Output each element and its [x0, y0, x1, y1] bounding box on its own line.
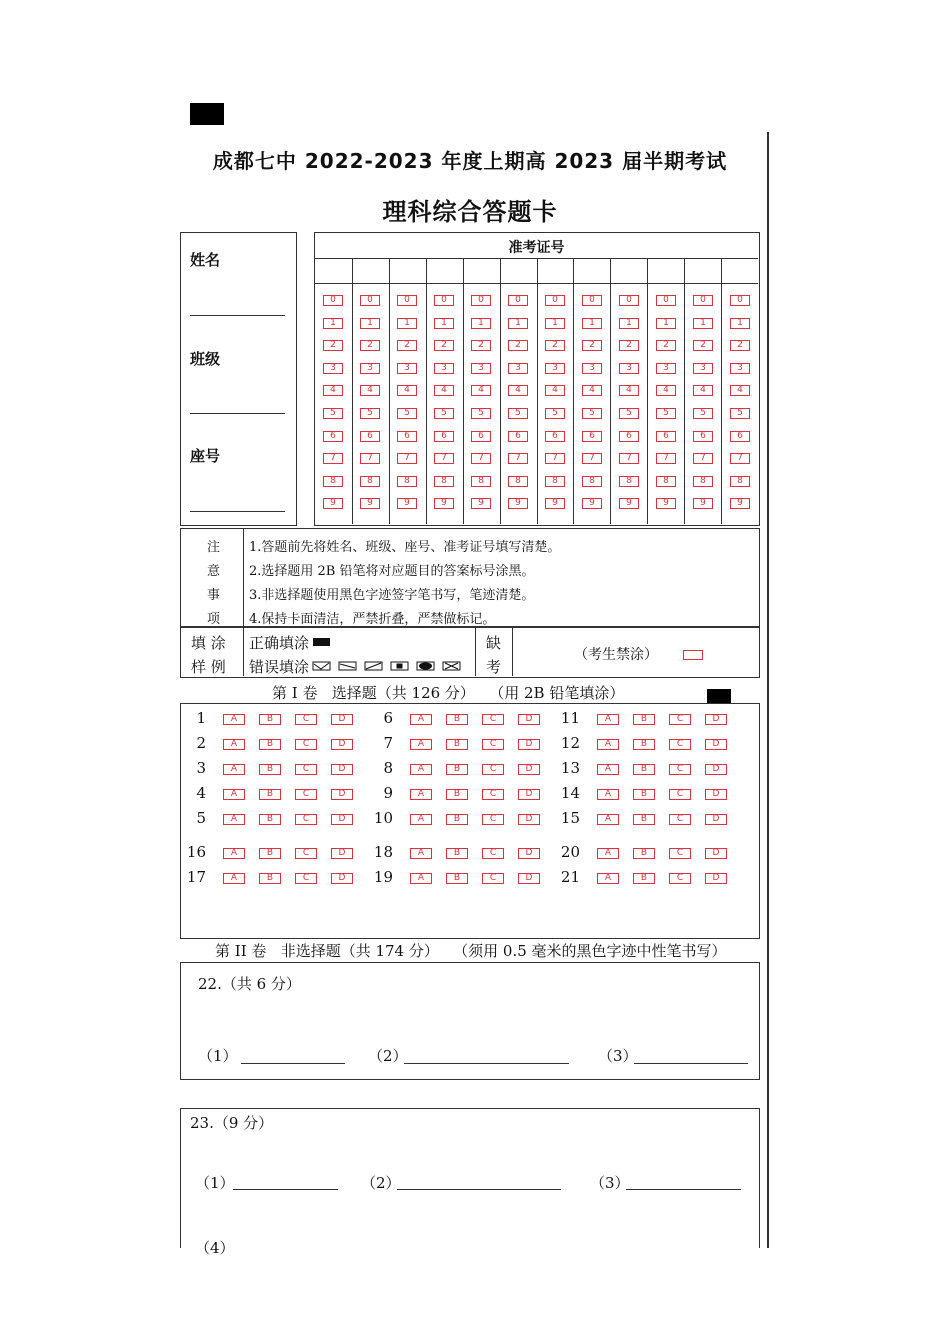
exam-id-digit-bubble[interactable]: 6: [656, 431, 676, 442]
answer-bubble-c[interactable]: C: [482, 764, 504, 775]
exam-id-digit-bubble[interactable]: 2: [619, 340, 639, 351]
notice-item-4: 4.保持卡面清洁，严禁折叠，严禁做标记。: [249, 612, 496, 627]
exam-id-digit-bubble[interactable]: 3: [545, 363, 565, 374]
exam-id-digit-bubble[interactable]: 1: [545, 318, 565, 329]
exam-id-digit-bubble[interactable]: 6: [360, 431, 380, 442]
exam-id-digit-bubble[interactable]: 1: [508, 318, 528, 329]
exam-id-digit-bubble[interactable]: 2: [730, 340, 750, 351]
exam-id-digit-bubble[interactable]: 0: [619, 295, 639, 306]
exam-id-column-divider: [426, 258, 427, 524]
exam-id-digit-bubble[interactable]: 7: [693, 453, 713, 464]
question-number: 12: [560, 734, 580, 752]
exam-id-digit-bubble[interactable]: 9: [471, 498, 491, 509]
answer-bubble-d[interactable]: D: [331, 789, 353, 800]
exam-id-digit-bubble[interactable]: 6: [545, 431, 565, 442]
absent-label-1: 缺: [486, 634, 502, 652]
answer-bubble-c[interactable]: C: [482, 848, 504, 859]
exam-id-digit-bubble[interactable]: 1: [323, 318, 343, 329]
notice-item-1: 1.答题前先将姓名、班级、座号、准考证号填写清楚。: [249, 540, 561, 555]
card-title: 理科综合答题卡: [382, 198, 558, 226]
answer-bubble-d[interactable]: D: [518, 873, 540, 884]
exam-id-digit-bubble[interactable]: 8: [545, 476, 565, 487]
exam-id-digit-bubble[interactable]: 1: [434, 318, 454, 329]
answer-bubble-d[interactable]: D: [331, 848, 353, 859]
exam-id-column-divider: [537, 258, 538, 524]
correct-fill-label: 正确填涂: [249, 634, 310, 652]
exam-id-digit-bubble[interactable]: 1: [656, 318, 676, 329]
answer-bubble-d[interactable]: D: [705, 789, 727, 800]
exam-id-digit-bubble[interactable]: 2: [582, 340, 602, 351]
exam-id-digit-bubble[interactable]: 4: [471, 385, 491, 396]
exam-id-digit-bubble[interactable]: 9: [619, 498, 639, 509]
exam-id-digit-bubble[interactable]: 5: [360, 408, 380, 419]
answer-bubble-b[interactable]: B: [633, 789, 655, 800]
choice-answer-box: [180, 703, 760, 939]
answer-bubble-c[interactable]: C: [669, 873, 691, 884]
answer-bubble-b[interactable]: B: [446, 764, 468, 775]
exam-id-digit-bubble[interactable]: 5: [619, 408, 639, 419]
answer-bubble-b[interactable]: B: [446, 739, 468, 750]
question-number: 4: [196, 784, 206, 802]
answer-bubble-c[interactable]: C: [482, 873, 504, 884]
exam-id-digit-bubble[interactable]: 4: [397, 385, 417, 396]
exam-id-digit-bubble[interactable]: 2: [693, 340, 713, 351]
exam-id-digit-bubble[interactable]: 4: [656, 385, 676, 396]
exam-id-digit-bubble[interactable]: 1: [360, 318, 380, 329]
exam-id-digit-bubble[interactable]: 5: [323, 408, 343, 419]
exam-id-digit-bubble[interactable]: 1: [619, 318, 639, 329]
exam-id-digit-bubble[interactable]: 2: [508, 340, 528, 351]
answer-bubble-d[interactable]: D: [518, 848, 540, 859]
answer-bubble-d[interactable]: D: [705, 848, 727, 859]
answer-bubble-a[interactable]: A: [410, 814, 432, 825]
exam-id-digit-bubble[interactable]: 1: [730, 318, 750, 329]
exam-id-digit-bubble[interactable]: 6: [323, 431, 343, 442]
exam-id-digit-bubble[interactable]: 5: [397, 408, 417, 419]
question-number: 9: [383, 784, 393, 802]
answer-bubble-a[interactable]: A: [410, 848, 432, 859]
question-23-title: 23.（9 分）: [190, 1114, 274, 1132]
exam-id-digit-bubble[interactable]: 1: [471, 318, 491, 329]
exam-id-digit-bubble[interactable]: 3: [508, 363, 528, 374]
answer-bubble-a[interactable]: A: [410, 789, 432, 800]
answer-bubble-c[interactable]: C: [295, 814, 317, 825]
exam-id-digit-bubble[interactable]: 6: [397, 431, 417, 442]
question-number: 6: [383, 709, 393, 727]
exam-id-digit-bubble[interactable]: 7: [360, 453, 380, 464]
q22-blank-2-label: （2）: [368, 1047, 408, 1065]
exam-id-digit-bubble[interactable]: 4: [619, 385, 639, 396]
answer-bubble-c[interactable]: C: [295, 739, 317, 750]
question-number: 13: [560, 759, 580, 777]
exam-id-digit-bubble[interactable]: 6: [693, 431, 713, 442]
exam-id-digit-bubble[interactable]: 1: [397, 318, 417, 329]
exam-id-digit-bubble[interactable]: 9: [508, 498, 528, 509]
answer-bubble-b[interactable]: B: [259, 789, 281, 800]
name-field[interactable]: [190, 303, 285, 316]
section2-header: 第 II 卷 非选择题（共 174 分） （须用 0.5 毫米的黑色字迹中性笔书写）: [215, 942, 727, 960]
exam-id-digit-bubble[interactable]: 8: [582, 476, 602, 487]
answer-bubble-c[interactable]: C: [482, 714, 504, 725]
question-number: 16: [186, 843, 206, 861]
exam-id-column-divider: [389, 258, 390, 524]
exam-id-digit-bubble[interactable]: 8: [471, 476, 491, 487]
q23-blank-2-label: （2）: [361, 1174, 401, 1192]
exam-id-digit-bubble[interactable]: 2: [656, 340, 676, 351]
exam-id-digit-bubble[interactable]: 8: [434, 476, 454, 487]
answer-bubble-c[interactable]: C: [669, 848, 691, 859]
answer-bubble-b[interactable]: B: [633, 814, 655, 825]
exam-id-digit-bubble[interactable]: 5: [508, 408, 528, 419]
exam-id-digit-bubble[interactable]: 0: [656, 295, 676, 306]
notice-divider: [243, 529, 244, 626]
question-number: 2: [196, 734, 206, 752]
answer-bubble-d[interactable]: D: [518, 764, 540, 775]
exam-id-digit-bubble[interactable]: 0: [397, 295, 417, 306]
answer-bubble-a[interactable]: A: [223, 789, 245, 800]
q23-blank-1-label: （1）: [195, 1174, 235, 1192]
exam-id-digit-bubble[interactable]: 2: [434, 340, 454, 351]
alignment-marker-top: [190, 103, 224, 125]
answer-bubble-a[interactable]: A: [597, 739, 619, 750]
answer-bubble-a[interactable]: A: [223, 739, 245, 750]
absent-bubble[interactable]: [683, 650, 703, 660]
q23-blank-1[interactable]: [233, 1173, 338, 1190]
exam-id-digit-bubble[interactable]: 4: [730, 385, 750, 396]
exam-id-digit-bubble[interactable]: 2: [360, 340, 380, 351]
answer-bubble-c[interactable]: C: [295, 789, 317, 800]
exam-id-column-divider: [610, 258, 611, 524]
fill-sample-box: [180, 626, 760, 678]
answer-bubble-d[interactable]: D: [705, 873, 727, 884]
exam-id-digit-bubble[interactable]: 6: [471, 431, 491, 442]
exam-id-digit-bubble[interactable]: 8: [508, 476, 528, 487]
exam-id-digit-bubble[interactable]: 7: [545, 453, 565, 464]
answer-bubble-b[interactable]: B: [633, 714, 655, 725]
answer-bubble-a[interactable]: A: [597, 714, 619, 725]
exam-id-digit-bubble[interactable]: 5: [582, 408, 602, 419]
alignment-marker-section1: [707, 689, 731, 703]
exam-id-digit-bubble[interactable]: 2: [323, 340, 343, 351]
answer-bubble-a[interactable]: A: [410, 739, 432, 750]
exam-id-digit-bubble[interactable]: 8: [323, 476, 343, 487]
notice-box: [180, 528, 760, 628]
answer-bubble-b[interactable]: B: [259, 714, 281, 725]
answer-bubble-a[interactable]: A: [223, 814, 245, 825]
exam-id-digit-bubble[interactable]: 8: [656, 476, 676, 487]
exam-id-digit-bubble[interactable]: 3: [619, 363, 639, 374]
notice-char-1: 注: [207, 540, 221, 555]
answer-bubble-c[interactable]: C: [295, 714, 317, 725]
exam-id-digit-bubble[interactable]: 0: [508, 295, 528, 306]
answer-bubble-c[interactable]: C: [295, 873, 317, 884]
answer-bubble-a[interactable]: A: [410, 873, 432, 884]
exam-id-digit-bubble[interactable]: 0: [545, 295, 565, 306]
exam-id-digit-bubble[interactable]: 3: [693, 363, 713, 374]
answer-bubble-a[interactable]: A: [223, 848, 245, 859]
exam-id-digit-bubble[interactable]: 0: [434, 295, 454, 306]
answer-bubble-d[interactable]: D: [705, 714, 727, 725]
exam-id-digit-bubble[interactable]: 2: [397, 340, 417, 351]
answer-bubble-c[interactable]: C: [669, 764, 691, 775]
answer-bubble-d[interactable]: D: [705, 814, 727, 825]
answer-bubble-a[interactable]: A: [597, 789, 619, 800]
answer-bubble-a[interactable]: A: [223, 764, 245, 775]
exam-id-digit-bubble[interactable]: 4: [545, 385, 565, 396]
answer-bubble-b[interactable]: B: [259, 764, 281, 775]
answer-bubble-b[interactable]: B: [259, 848, 281, 859]
exam-id-column-divider: [352, 258, 353, 524]
exam-id-box: [314, 232, 760, 526]
notice-char-3: 事: [207, 588, 221, 603]
fill-sample-label-1: 填 涂: [191, 634, 226, 652]
question-number: 3: [196, 759, 206, 777]
exam-id-digit-bubble[interactable]: 4: [693, 385, 713, 396]
question-22-box: [180, 962, 760, 1080]
answer-bubble-b[interactable]: B: [633, 848, 655, 859]
answer-bubble-b[interactable]: B: [446, 873, 468, 884]
answer-bubble-b[interactable]: B: [446, 714, 468, 725]
fill-sample-divider-1: [243, 627, 244, 676]
exam-id-digit-bubble[interactable]: 3: [434, 363, 454, 374]
notice-item-3: 3.非选择题使用黑色字迹签字笔书写，笔迹清楚。: [249, 588, 535, 603]
question-number: 11: [560, 709, 580, 727]
q23-next-label: （4）: [195, 1239, 235, 1257]
q23-blank-2[interactable]: [397, 1173, 561, 1190]
answer-bubble-c[interactable]: C: [669, 814, 691, 825]
exam-id-digit-bubble[interactable]: 0: [360, 295, 380, 306]
exam-id-digit-bubble[interactable]: 4: [360, 385, 380, 396]
answer-bubble-c[interactable]: C: [669, 789, 691, 800]
question-number: 14: [560, 784, 580, 802]
fill-sample-label-2: 样 例: [191, 658, 226, 676]
class-label: 班级: [190, 350, 221, 368]
exam-id-digit-bubble[interactable]: 5: [730, 408, 750, 419]
answer-bubble-d[interactable]: D: [331, 814, 353, 825]
notice-char-4: 项: [207, 612, 221, 627]
question-22-title: 22.（共 6 分）: [198, 975, 301, 993]
answer-bubble-c[interactable]: C: [482, 789, 504, 800]
exam-id-digit-bubble[interactable]: 9: [360, 498, 380, 509]
answer-bubble-d[interactable]: D: [705, 739, 727, 750]
answer-bubble-b[interactable]: B: [446, 848, 468, 859]
answer-bubble-a[interactable]: A: [223, 873, 245, 884]
answer-bubble-a[interactable]: A: [410, 714, 432, 725]
exam-id-digit-bubble[interactable]: 2: [545, 340, 565, 351]
exam-id-digit-bubble[interactable]: 6: [582, 431, 602, 442]
answer-bubble-d[interactable]: D: [518, 739, 540, 750]
fill-sample-divider-2: [475, 627, 476, 676]
q22-blank-1-label: （1）: [198, 1047, 238, 1065]
exam-id-digit-bubble[interactable]: 9: [323, 498, 343, 509]
exam-id-digit-bubble[interactable]: 7: [656, 453, 676, 464]
exam-id-digit-bubble[interactable]: 4: [582, 385, 602, 396]
answer-bubble-a[interactable]: A: [223, 714, 245, 725]
exam-id-digit-bubble[interactable]: 7: [397, 453, 417, 464]
exam-title: 成都七中 2022-2023 年度上期高 2023 届半期考试: [212, 149, 728, 173]
exam-id-digit-bubble[interactable]: 7: [619, 453, 639, 464]
answer-bubble-d[interactable]: D: [705, 764, 727, 775]
exam-id-digit-bubble[interactable]: 7: [323, 453, 343, 464]
exam-id-digit-bubble[interactable]: 3: [471, 363, 491, 374]
wrong-fill-label: 错误填涂: [249, 658, 310, 676]
exam-id-digit-bubble[interactable]: 7: [471, 453, 491, 464]
q23-blank-3[interactable]: [626, 1173, 741, 1190]
seat-label: 座号: [190, 447, 221, 465]
exam-id-digit-bubble[interactable]: 7: [582, 453, 602, 464]
exam-id-digit-bubble[interactable]: 3: [397, 363, 417, 374]
answer-bubble-d[interactable]: D: [518, 714, 540, 725]
exam-id-digit-bubble[interactable]: 3: [730, 363, 750, 374]
exam-id-digit-bubble[interactable]: 7: [434, 453, 454, 464]
q22-blank-1[interactable]: [241, 1047, 345, 1064]
exam-id-digit-bubble[interactable]: 0: [582, 295, 602, 306]
wrong-fill-samples: [312, 660, 462, 672]
exam-id-column-divider: [463, 258, 464, 524]
answer-bubble-b[interactable]: B: [259, 739, 281, 750]
question-number: 15: [560, 809, 580, 827]
question-number: 5: [196, 809, 206, 827]
exam-id-digit-bubble[interactable]: 5: [693, 408, 713, 419]
exam-id-digit-bubble[interactable]: 1: [693, 318, 713, 329]
exam-id-digit-bubble[interactable]: 8: [619, 476, 639, 487]
answer-bubble-d[interactable]: D: [331, 764, 353, 775]
notice-item-2: 2.选择题用 2B 铅笔将对应题目的答案标号涂黑。: [249, 564, 535, 579]
exam-id-digit-bubble[interactable]: 0: [323, 295, 343, 306]
answer-bubble-a[interactable]: A: [597, 873, 619, 884]
exam-id-digit-bubble[interactable]: 3: [360, 363, 380, 374]
question-number: 10: [373, 809, 393, 827]
seat-field[interactable]: [190, 499, 285, 512]
absent-note: （考生禁涂）: [574, 647, 658, 663]
answer-bubble-a[interactable]: A: [597, 764, 619, 775]
exam-id-digit-bubble[interactable]: 3: [323, 363, 343, 374]
answer-bubble-d[interactable]: D: [518, 814, 540, 825]
question-number: 1: [196, 709, 206, 727]
question-number: 19: [373, 868, 393, 886]
answer-bubble-a[interactable]: A: [597, 848, 619, 859]
exam-id-column-divider: [684, 258, 685, 524]
exam-id-digit-bubble[interactable]: 2: [471, 340, 491, 351]
answer-bubble-a[interactable]: A: [410, 764, 432, 775]
exam-id-digit-bubble[interactable]: 9: [582, 498, 602, 509]
student-info-box: [180, 232, 297, 526]
question-number: 7: [383, 734, 393, 752]
correct-fill-sample: [313, 638, 330, 646]
exam-id-digit-bubble[interactable]: 6: [619, 431, 639, 442]
exam-id-column-divider: [573, 258, 574, 524]
question-number: 17: [186, 868, 206, 886]
exam-id-digit-bubble[interactable]: 8: [397, 476, 417, 487]
exam-id-digit-bubble[interactable]: 9: [397, 498, 417, 509]
exam-id-digit-bubble[interactable]: 4: [508, 385, 528, 396]
exam-id-column-divider: [721, 258, 722, 524]
exam-id-digit-bubble[interactable]: 0: [693, 295, 713, 306]
exam-id-digit-bubble[interactable]: 9: [656, 498, 676, 509]
question-number: 20: [560, 843, 580, 861]
exam-id-digit-bubble[interactable]: 6: [434, 431, 454, 442]
page-edge-line: [767, 132, 769, 1248]
fill-sample-divider-3: [512, 627, 513, 676]
exam-id-digit-bubble[interactable]: 6: [730, 431, 750, 442]
exam-id-digit-bubble[interactable]: 9: [730, 498, 750, 509]
name-label: 姓名: [190, 251, 221, 269]
question-23-box: [180, 1108, 760, 1257]
answer-bubble-c[interactable]: C: [669, 739, 691, 750]
answer-bubble-b[interactable]: B: [446, 814, 468, 825]
answer-bubble-c[interactable]: C: [295, 848, 317, 859]
exam-id-digit-bubble[interactable]: 3: [582, 363, 602, 374]
q22-blank-3-label: （3）: [598, 1047, 638, 1065]
answer-bubble-b[interactable]: B: [446, 789, 468, 800]
exam-id-label: 准考证号: [508, 240, 565, 256]
answer-bubble-a[interactable]: A: [597, 814, 619, 825]
answer-bubble-c[interactable]: C: [295, 764, 317, 775]
question-number: 18: [373, 843, 393, 861]
answer-bubble-b[interactable]: B: [259, 873, 281, 884]
exam-id-column-divider: [500, 258, 501, 524]
answer-bubble-c[interactable]: C: [669, 714, 691, 725]
exam-id-digit-bubble[interactable]: 0: [471, 295, 491, 306]
q22-blank-3[interactable]: [634, 1047, 748, 1064]
exam-id-digit-bubble[interactable]: 7: [508, 453, 528, 464]
answer-bubble-c[interactable]: C: [482, 739, 504, 750]
absent-label-2: 考: [486, 658, 502, 676]
exam-id-digit-bubble[interactable]: 5: [656, 408, 676, 419]
q23-blank-3-label: （3）: [590, 1174, 630, 1192]
answer-bubble-b[interactable]: B: [633, 873, 655, 884]
exam-id-digit-bubble[interactable]: 8: [730, 476, 750, 487]
exam-id-column-divider: [647, 258, 648, 524]
exam-id-digit-bubble[interactable]: 5: [471, 408, 491, 419]
question-number: 8: [383, 759, 393, 777]
exam-id-digit-bubble[interactable]: 3: [656, 363, 676, 374]
answer-bubble-c[interactable]: C: [482, 814, 504, 825]
q22-blank-2[interactable]: [404, 1047, 569, 1064]
exam-id-digit-bubble[interactable]: 5: [434, 408, 454, 419]
answer-bubble-d[interactable]: D: [331, 714, 353, 725]
exam-id-digit-bubble[interactable]: 6: [508, 431, 528, 442]
answer-bubble-d[interactable]: D: [518, 789, 540, 800]
exam-id-digit-bubble[interactable]: 5: [545, 408, 565, 419]
notice-char-2: 意: [207, 564, 221, 579]
exam-id-digit-bubble[interactable]: 9: [693, 498, 713, 509]
exam-id-digit-bubble[interactable]: 1: [582, 318, 602, 329]
class-field[interactable]: [190, 401, 285, 414]
answer-bubble-b[interactable]: B: [633, 739, 655, 750]
answer-bubble-d[interactable]: D: [331, 873, 353, 884]
answer-bubble-d[interactable]: D: [331, 739, 353, 750]
exam-id-digit-bubble[interactable]: 0: [730, 295, 750, 306]
question-number: 21: [560, 868, 580, 886]
answer-bubble-b[interactable]: B: [633, 764, 655, 775]
exam-id-digit-bubble[interactable]: 9: [545, 498, 565, 509]
answer-bubble-b[interactable]: B: [259, 814, 281, 825]
exam-id-digit-bubble[interactable]: 4: [434, 385, 454, 396]
exam-id-digit-bubble[interactable]: 4: [323, 385, 343, 396]
section1-header: 第 I 卷 选择题（共 126 分） （用 2B 铅笔填涂）: [272, 684, 625, 702]
exam-id-digit-bubble[interactable]: 7: [730, 453, 750, 464]
exam-id-digit-bubble[interactable]: 8: [360, 476, 380, 487]
exam-id-digit-bubble[interactable]: 8: [693, 476, 713, 487]
exam-id-digit-bubble[interactable]: 9: [434, 498, 454, 509]
